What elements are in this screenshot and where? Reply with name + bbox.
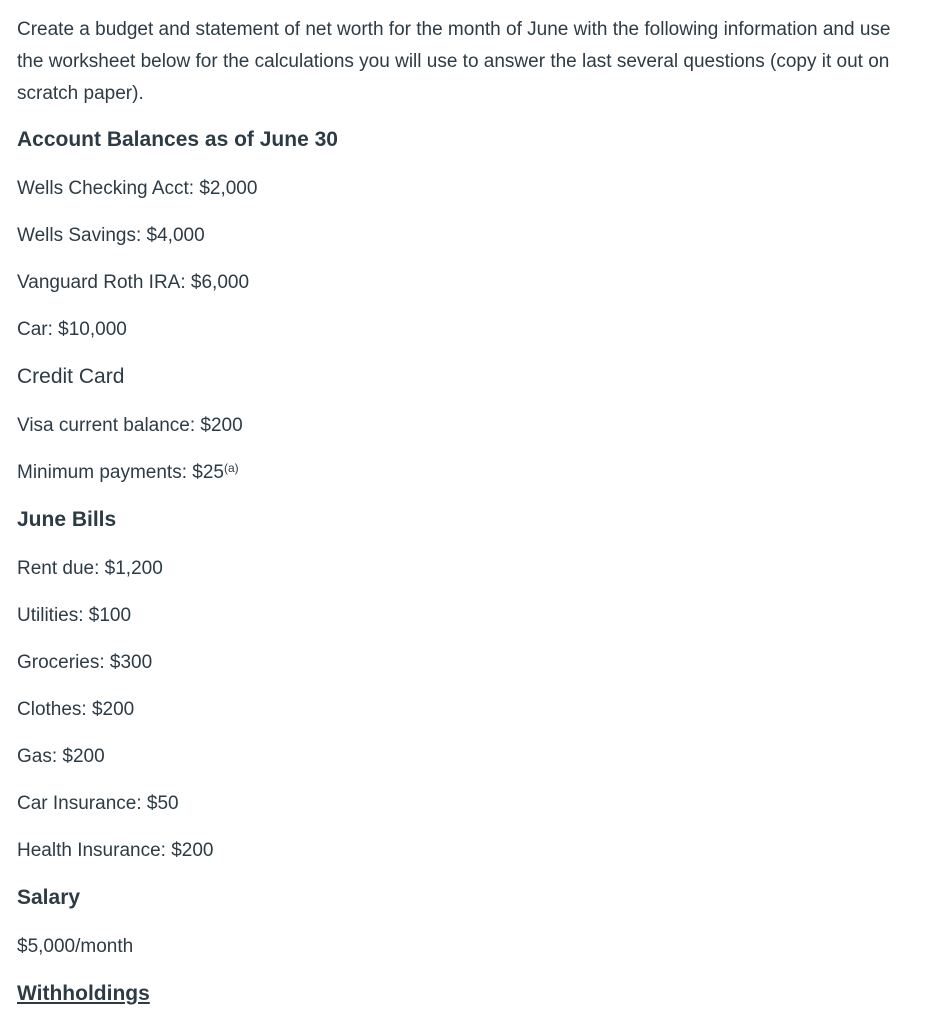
salary-item: $5,000/month <box>17 936 134 957</box>
bill-item-health-insurance: Health Insurance: $200 <box>17 840 214 861</box>
withholdings-heading: Withholdings <box>17 982 150 1005</box>
credit-card-heading: Credit Card <box>17 365 125 388</box>
bill-item-rent: Rent due: $1,200 <box>17 558 163 579</box>
bill-item-gas: Gas: $200 <box>17 746 105 767</box>
june-bills-heading: June Bills <box>17 508 117 531</box>
bill-item-clothes: Clothes: $200 <box>17 699 135 720</box>
minimum-payments-text: Minimum payments: $25 <box>17 462 224 483</box>
bill-item-utilities: Utilities: $100 <box>17 605 132 626</box>
footnote-marker[interactable]: (a) <box>223 461 239 475</box>
salary-heading: Salary <box>17 886 81 909</box>
credit-item-visa-balance: Visa current balance: $200 <box>17 415 243 436</box>
account-item-car: Car: $10,000 <box>17 319 127 340</box>
bill-item-car-insurance: Car Insurance: $50 <box>17 793 179 814</box>
account-item-savings: Wells Savings: $4,000 <box>17 225 205 246</box>
account-item-roth-ira: Vanguard Roth IRA: $6,000 <box>17 272 250 293</box>
account-item-checking: Wells Checking Acct: $2,000 <box>17 178 258 199</box>
document-body <box>17 14 922 1009</box>
account-balances-heading: Account Balances as of June 30 <box>17 128 338 151</box>
credit-item-minimum-payments <box>17 458 922 488</box>
intro-paragraph: Create a budget and statement of net worth for the month of June with the following information and use the worksheet below for the calculations you will use to answer the last several questions (copy it out on scratch paper). <box>17 19 891 104</box>
bill-item-groceries: Groceries: $300 <box>17 652 153 673</box>
